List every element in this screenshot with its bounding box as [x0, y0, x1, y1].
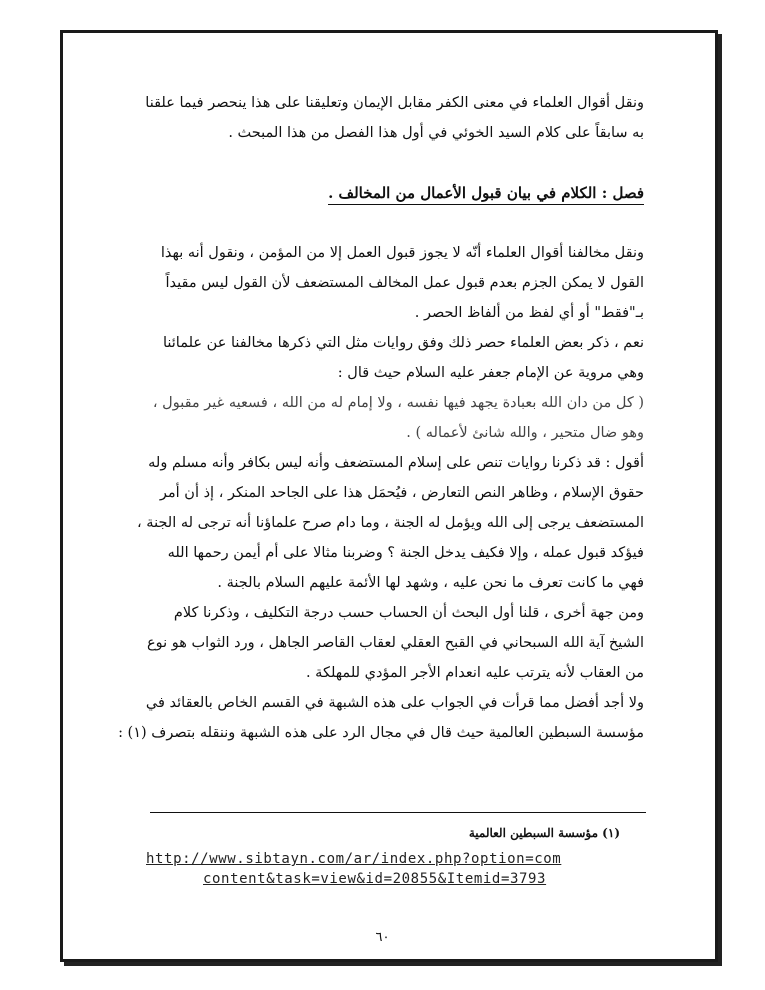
- footnote-separator: [150, 812, 646, 813]
- text-line: بـ"فقط" أو أي لفظ من ألفاظ الحصر .: [414, 305, 644, 321]
- text-line: وهي مروية عن الإمام جعفر عليه السلام حيث قال :: [337, 365, 644, 381]
- text-line: به سابقاً على كلام السيد الخوئي في أول هذا الفصل من هذا المبحث .: [228, 125, 644, 141]
- text-line: ومن جهة أخرى ، قلنا أول البحث أن الحساب حسب درجة التكليف ، وذكرنا كلام: [173, 605, 644, 621]
- text-line: نعم ، ذكر بعض العلماء حصر ذلك وفق روايات مثل التي ذكرها مخالفنا عن علمائنا: [162, 335, 644, 351]
- text-line: من العقاب لأنه يترتب عليه انعدام الأجر المؤدي للمهلكة .: [305, 665, 644, 681]
- text-line: ولا أجد أفضل مما قرأت في الجواب على هذه الشبهة في القسم الخاص بالعقائد في: [145, 695, 644, 711]
- quote-line: ( كل من دان الله بعبادة يجهد فيها نفسه ، ولا إمام له من الله ، فسعيه غير مقبول ،: [152, 395, 644, 411]
- footnote-title: (١) مؤسسة السبطين العالمية: [468, 826, 620, 840]
- text-line: فيؤكد قبول عمله ، وإلا فكيف يدخل الجنة ؟ وضربنا مثالا على أم أيمن رحمها الله: [167, 545, 644, 561]
- text-line: الشيخ آية الله السبحاني في القبح العقلي لعقاب القاصر الجاهل ، ورد الثواب هو نوع: [147, 635, 644, 651]
- page-body: [118, 88, 644, 748]
- text-line: ونقل مخالفنا أقوال العلماء أنّه لا يجوز قبول العمل إلا من المؤمن ، ونقول أنه بهذا: [160, 245, 644, 261]
- footnote-link[interactable]: http://www.sibtayn.com/ar/index.php?option=com: [146, 851, 562, 867]
- text-line: القول لا يمكن الجزم بعدم قبول عمل المخالف المستضعف لأن القول ليس مقيداً: [165, 275, 644, 291]
- page-number: ٦٠: [375, 930, 390, 945]
- text-line: مؤسسة السبطين العالمية حيث قال في مجال الرد على هذه الشبهة وننقله بتصرف (١) :: [118, 725, 644, 741]
- text-line: أقول : قد ذكرنا روايات تنص على إسلام المستضعف وأنه ليس بكافر وأنه مسلم وله: [148, 455, 644, 471]
- footnote-link[interactable]: content&task=view&id=20855&Itemid=3793: [203, 871, 547, 887]
- text-line: فهي ما كانت تعرف ما نحن عليه ، وشهد لها الأئمة عليهم السلام بالجنة .: [217, 575, 644, 591]
- text-line: المستضعف يرجى إلى الله ويؤمل له الجنة ، وما دام صرح علماؤنا أنه ترجى له الجنة ،: [137, 515, 644, 531]
- quote-line: وهو ضال متحير ، والله شانئ لأعماله ) .: [406, 425, 644, 441]
- section-heading: فصل : الكلام في بيان قبول الأعمال من المخالف .: [328, 184, 644, 205]
- text-line: حقوق الإسلام ، وظاهر النص التعارض ، فيُحمَل هذا على الجاحد المنكر ، إذ أن أمر: [159, 485, 644, 501]
- text-line: ونقل أقوال العلماء في معنى الكفر مقابل الإيمان وتعليقنا على هذا ينحصر فيما علقنا: [145, 95, 644, 111]
